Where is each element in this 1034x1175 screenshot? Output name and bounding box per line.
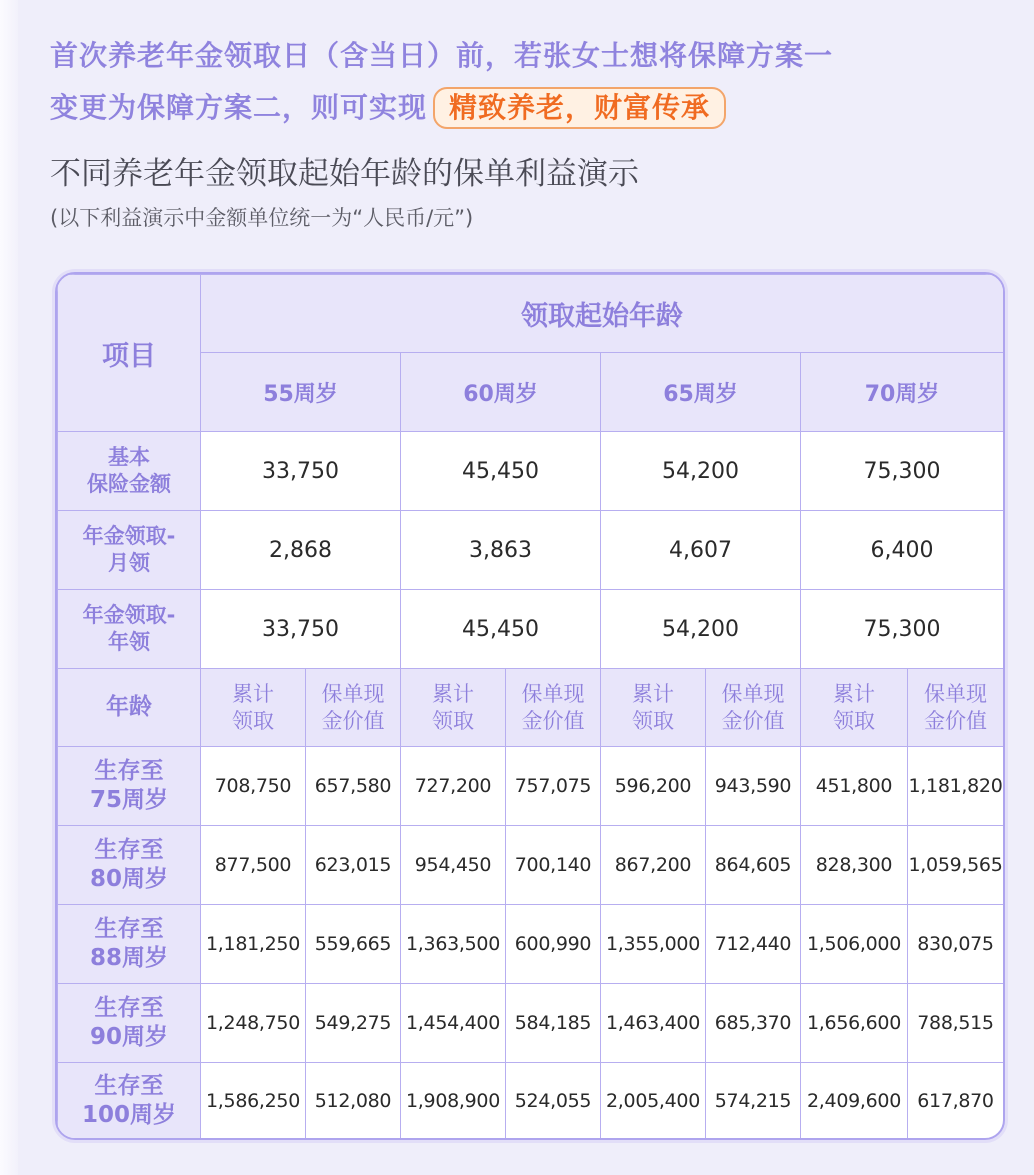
table-cell: 33,750 xyxy=(201,432,401,511)
row-header-line-1: 生存至 xyxy=(94,916,164,942)
headline-line-1: 首次养老年金领取日（含当日）前，若张女士想将保障方案一 xyxy=(50,39,834,72)
row-header-line-2: 75周岁 xyxy=(89,787,168,813)
sub-header-line-2: 金价值 xyxy=(924,708,987,733)
sub-header-line-1: 累计 xyxy=(632,681,674,706)
table-cell: 867,200 xyxy=(601,826,706,905)
table-cell: 54,200 xyxy=(601,590,801,669)
table-row xyxy=(58,905,1004,984)
table-cell: 864,605 xyxy=(706,826,801,905)
table-cell: 617,870 xyxy=(908,1063,1004,1140)
table-cell: 708,750 xyxy=(201,747,306,826)
row-header xyxy=(58,1063,201,1140)
table-cell: 574,215 xyxy=(706,1063,801,1140)
sub-header-line-2: 金价值 xyxy=(521,708,585,733)
table-cell: 1,656,600 xyxy=(801,984,908,1063)
table-cell: 712,440 xyxy=(706,905,801,984)
table-cell: 75,300 xyxy=(801,590,1004,669)
table-cell: 75,300 xyxy=(801,432,1004,511)
section-title: 不同养老年金领取起始年龄的保单利益演示 xyxy=(50,156,639,192)
table-cell: 727,200 xyxy=(401,747,506,826)
row-header xyxy=(58,590,201,669)
age-header-60: 60周岁 xyxy=(401,353,601,432)
table-cell: 757,075 xyxy=(506,747,601,826)
table-cell: 943,590 xyxy=(706,747,801,826)
table-row xyxy=(58,984,1004,1063)
table-cell: 45,450 xyxy=(401,590,601,669)
row-header-line-1: 年金领取- xyxy=(82,603,176,627)
item-header: 项目 xyxy=(58,275,201,432)
table-cell: 700,140 xyxy=(506,826,601,905)
table-cell: 2,409,600 xyxy=(801,1063,908,1140)
table-cell: 1,454,400 xyxy=(401,984,506,1063)
row-header-line-2: 90周岁 xyxy=(89,1024,168,1050)
sub-header-line-1: 保单现 xyxy=(321,681,385,706)
row-header-line-2: 100周岁 xyxy=(81,1102,176,1128)
headline-line-2 xyxy=(50,82,1000,134)
table-cell: 1,181,820 xyxy=(908,747,1004,826)
sub-header-cash-value xyxy=(506,669,601,747)
row-header xyxy=(58,432,201,511)
table-row xyxy=(58,511,1004,590)
sub-header-line-2: 金价值 xyxy=(721,708,785,733)
table-cell: 1,181,250 xyxy=(201,905,306,984)
table-row xyxy=(58,1063,1004,1140)
sub-header-cash-value xyxy=(706,669,801,747)
currency-note: (以下利益演示中金额单位统一为“人民币/元”) xyxy=(50,206,474,230)
sub-header-line-2: 领取 xyxy=(432,708,474,733)
sub-header-cumulative xyxy=(401,669,506,747)
benefit-table xyxy=(55,272,1005,1140)
sub-header-line-2: 金价值 xyxy=(321,708,385,733)
headline xyxy=(50,30,1000,134)
sub-header-row xyxy=(58,669,1004,747)
highlight-badge: 精致养老，财富传承 xyxy=(433,87,726,129)
table-cell: 788,515 xyxy=(908,984,1004,1063)
table-cell: 54,200 xyxy=(601,432,801,511)
table-cell: 2,868 xyxy=(201,511,401,590)
row-header-line-2: 保险金额 xyxy=(87,472,171,496)
sub-header-line-1: 保单现 xyxy=(924,681,987,706)
row-header-line-1: 生存至 xyxy=(94,758,164,784)
table-cell: 1,363,500 xyxy=(401,905,506,984)
row-header-line-1: 生存至 xyxy=(94,837,164,863)
sub-header-line-1: 累计 xyxy=(833,681,875,706)
table-cell: 1,248,750 xyxy=(201,984,306,1063)
table-cell: 6,400 xyxy=(801,511,1004,590)
sub-header-cumulative xyxy=(801,669,908,747)
table-cell: 559,665 xyxy=(306,905,401,984)
table-cell: 1,586,250 xyxy=(201,1063,306,1140)
table-cell: 596,200 xyxy=(601,747,706,826)
sub-header-line-2: 领取 xyxy=(232,708,274,733)
table-cell: 2,005,400 xyxy=(601,1063,706,1140)
sub-header-cumulative xyxy=(201,669,306,747)
row-header xyxy=(58,905,201,984)
sub-header-line-1: 保单现 xyxy=(521,681,585,706)
table-cell: 524,055 xyxy=(506,1063,601,1140)
headline-line-2-text: 变更为保障方案二，则可实现 xyxy=(50,91,428,124)
row-header-line-2: 月领 xyxy=(108,551,150,575)
sub-header-line-1: 保单现 xyxy=(721,681,785,706)
table-row xyxy=(58,747,1004,826)
table-cell: 1,355,000 xyxy=(601,905,706,984)
sub-header-cash-value xyxy=(306,669,401,747)
table-row xyxy=(58,590,1004,669)
table-cell: 584,185 xyxy=(506,984,601,1063)
table-cell: 549,275 xyxy=(306,984,401,1063)
row-header-line-2: 年领 xyxy=(108,630,150,654)
table-cell: 954,450 xyxy=(401,826,506,905)
left-edge xyxy=(0,0,18,1175)
row-header-line-2: 80周岁 xyxy=(89,866,168,892)
sub-header-line-1: 累计 xyxy=(232,681,274,706)
row-header xyxy=(58,826,201,905)
table-cell: 512,080 xyxy=(306,1063,401,1140)
table-cell: 45,450 xyxy=(401,432,601,511)
table-cell: 623,015 xyxy=(306,826,401,905)
table-cell: 830,075 xyxy=(908,905,1004,984)
row-header-line-2: 88周岁 xyxy=(89,945,168,971)
age-header-65: 65周岁 xyxy=(601,353,801,432)
row-header xyxy=(58,511,201,590)
row-header-line-1: 生存至 xyxy=(94,995,164,1021)
table-cell: 1,908,900 xyxy=(401,1063,506,1140)
table-cell: 685,370 xyxy=(706,984,801,1063)
table-cell: 33,750 xyxy=(201,590,401,669)
sub-header-line-1: 累计 xyxy=(432,681,474,706)
table-row xyxy=(58,432,1004,511)
group-header: 领取起始年龄 xyxy=(201,275,1004,353)
row-header-line-1: 基本 xyxy=(108,445,150,469)
table-cell: 1,059,565 xyxy=(908,826,1004,905)
table-cell: 877,500 xyxy=(201,826,306,905)
row-header xyxy=(58,984,201,1063)
row-header-line-1: 年金领取- xyxy=(82,524,176,548)
table-row xyxy=(58,826,1004,905)
sub-header-line-2: 领取 xyxy=(632,708,674,733)
sub-header-cumulative xyxy=(601,669,706,747)
table-cell: 451,800 xyxy=(801,747,908,826)
table-cell: 1,463,400 xyxy=(601,984,706,1063)
table-cell: 600,990 xyxy=(506,905,601,984)
age-header-55: 55周岁 xyxy=(201,353,401,432)
row-header xyxy=(58,747,201,826)
sub-header-line-2: 领取 xyxy=(833,708,875,733)
table-cell: 4,607 xyxy=(601,511,801,590)
age-column-header: 年龄 xyxy=(58,669,201,747)
age-header-70: 70周岁 xyxy=(801,353,1004,432)
table-cell: 1,506,000 xyxy=(801,905,908,984)
table-cell: 657,580 xyxy=(306,747,401,826)
row-header-line-1: 生存至 xyxy=(94,1073,164,1099)
sub-header-cash-value xyxy=(908,669,1004,747)
table-cell: 828,300 xyxy=(801,826,908,905)
table-cell: 3,863 xyxy=(401,511,601,590)
